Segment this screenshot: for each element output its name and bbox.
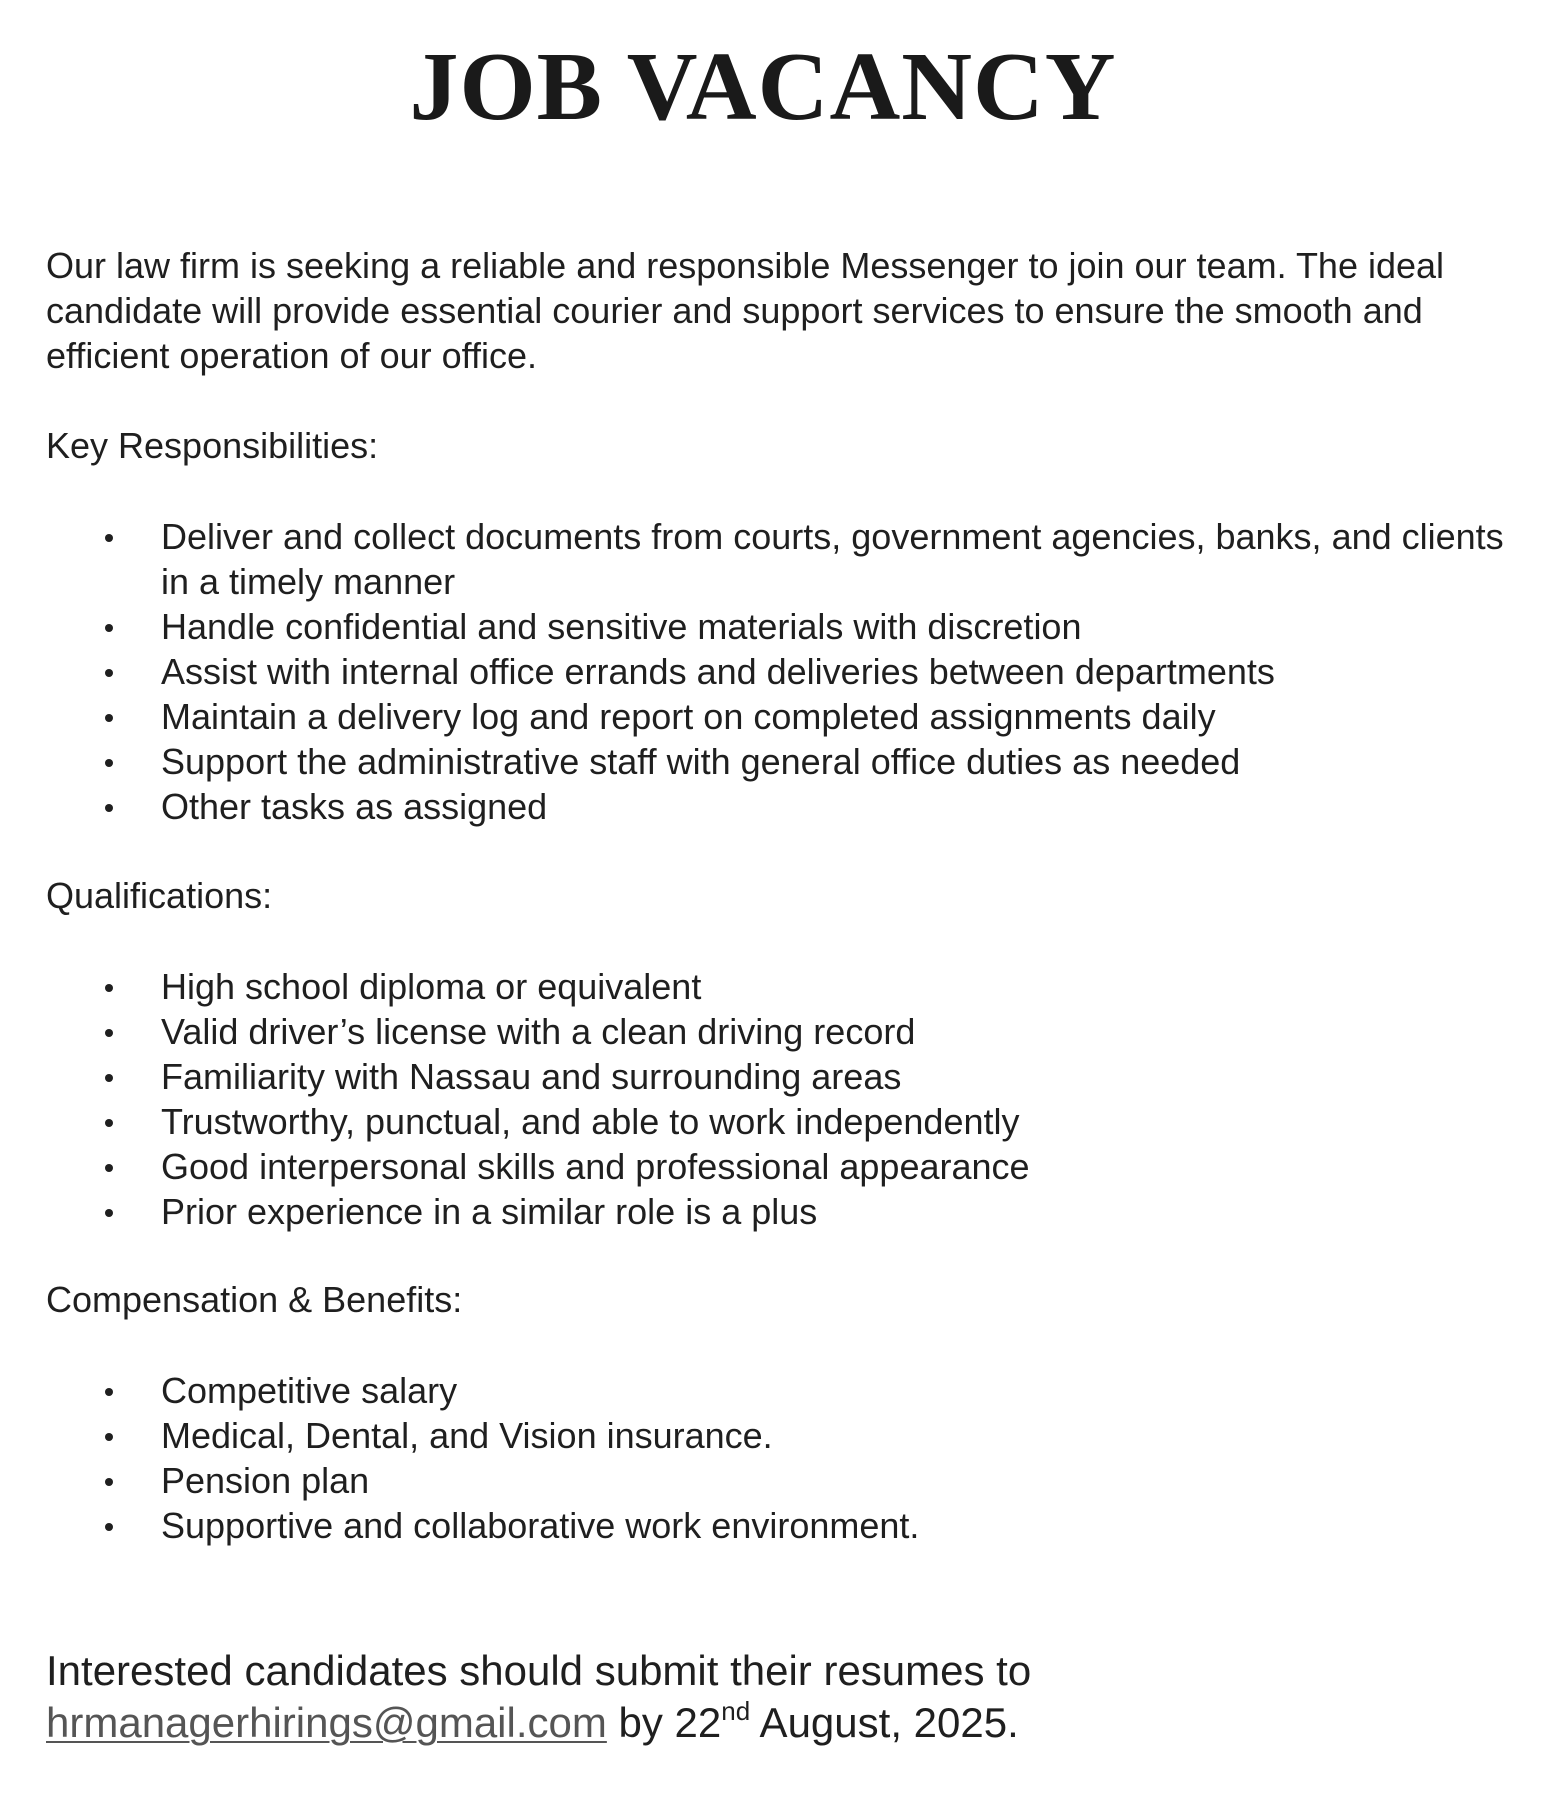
list-item <box>0 1144 1520 1189</box>
list-item <box>0 1054 1520 1099</box>
closing-line: Interested candidates should submit their resumes to <box>46 1647 1032 1694</box>
list-item <box>0 1503 1520 1548</box>
list-item <box>0 1458 1520 1503</box>
bullet-icon <box>105 714 113 722</box>
list-item-text: Other tasks as assigned <box>161 786 548 827</box>
list-item-text: Trustworthy, punctual, and able to work independently <box>161 1101 1020 1142</box>
deadline-prefix: by 22 <box>606 1699 722 1746</box>
bullet-icon <box>105 534 113 542</box>
email-link[interactable]: hrmanagerhirings@gmail.com <box>46 1699 607 1746</box>
list-item <box>0 604 1520 649</box>
list-item-text: Prior experience in a similar role is a plus <box>161 1191 818 1232</box>
list-item <box>0 514 1520 604</box>
list-item <box>0 1009 1520 1054</box>
list-item-text: Competitive salary <box>161 1370 458 1411</box>
page-title: JOB VACANCY <box>409 33 1117 141</box>
list-item <box>0 1413 1520 1458</box>
bullet-icon <box>105 669 113 677</box>
bullet-icon <box>105 1433 113 1441</box>
list-item-text: Supportive and collaborative work environment. <box>161 1505 920 1546</box>
bullet-icon <box>105 1164 113 1172</box>
bullet-icon <box>105 1209 113 1217</box>
compensation-list <box>0 1368 1520 1548</box>
bullet-icon <box>105 1119 113 1127</box>
list-item-text: Maintain a delivery log and report on completed assignments daily <box>161 696 1216 737</box>
list-item <box>0 694 1520 739</box>
list-item-text: Medical, Dental, and Vision insurance. <box>161 1415 773 1456</box>
list-item <box>0 739 1520 784</box>
bullet-icon <box>105 984 113 992</box>
bullet-icon <box>105 1074 113 1082</box>
responsibilities-heading: Key Responsibilities: <box>46 425 379 466</box>
list-item-text: Support the administrative staff with general office duties as needed <box>161 741 1241 782</box>
bullet-icon <box>105 1523 113 1531</box>
responsibilities-list <box>0 514 1520 829</box>
date-ordinal-suffix: nd <box>721 1696 751 1726</box>
list-item <box>0 649 1520 694</box>
qualifications-heading: Qualifications: <box>46 875 273 916</box>
list-item <box>0 784 1520 829</box>
list-item-text: Handle confidential and sensitive materials with discretion <box>161 606 1082 647</box>
list-item-text: Deliver and collect documents from courts, government agencies, banks, and clients in a timely manner <box>161 516 1504 602</box>
compensation-heading: Compensation & Benefits: <box>46 1279 463 1320</box>
intro-paragraph: Our law firm is seeking a reliable and responsible Messenger to join our team. The ideal candidate will provide essential courier and support services to ensure the smooth and efficient operation of our office. <box>46 245 1445 376</box>
bullet-icon <box>105 759 113 767</box>
list-item-text: Pension plan <box>161 1460 370 1501</box>
bullet-icon <box>105 804 113 812</box>
deadline-date: August, 2025. <box>750 1699 1019 1746</box>
list-item-text: Good interpersonal skills and professional appearance <box>161 1146 1030 1187</box>
list-item <box>0 964 1520 1009</box>
qualifications-list <box>0 964 1520 1234</box>
list-item-text: Valid driver’s license with a clean driving record <box>161 1011 916 1052</box>
bullet-icon <box>105 1388 113 1396</box>
list-item-text: High school diploma or equivalent <box>161 966 702 1007</box>
closing-statement <box>46 1645 1536 1749</box>
list-item <box>0 1368 1520 1413</box>
list-item-text: Assist with internal office errands and deliveries between departments <box>161 651 1275 692</box>
list-item-text: Familiarity with Nassau and surrounding areas <box>161 1056 902 1097</box>
list-item <box>0 1099 1520 1144</box>
bullet-icon <box>105 1029 113 1037</box>
bullet-icon <box>105 1478 113 1486</box>
list-item <box>0 1189 1520 1234</box>
bullet-icon <box>105 624 113 632</box>
